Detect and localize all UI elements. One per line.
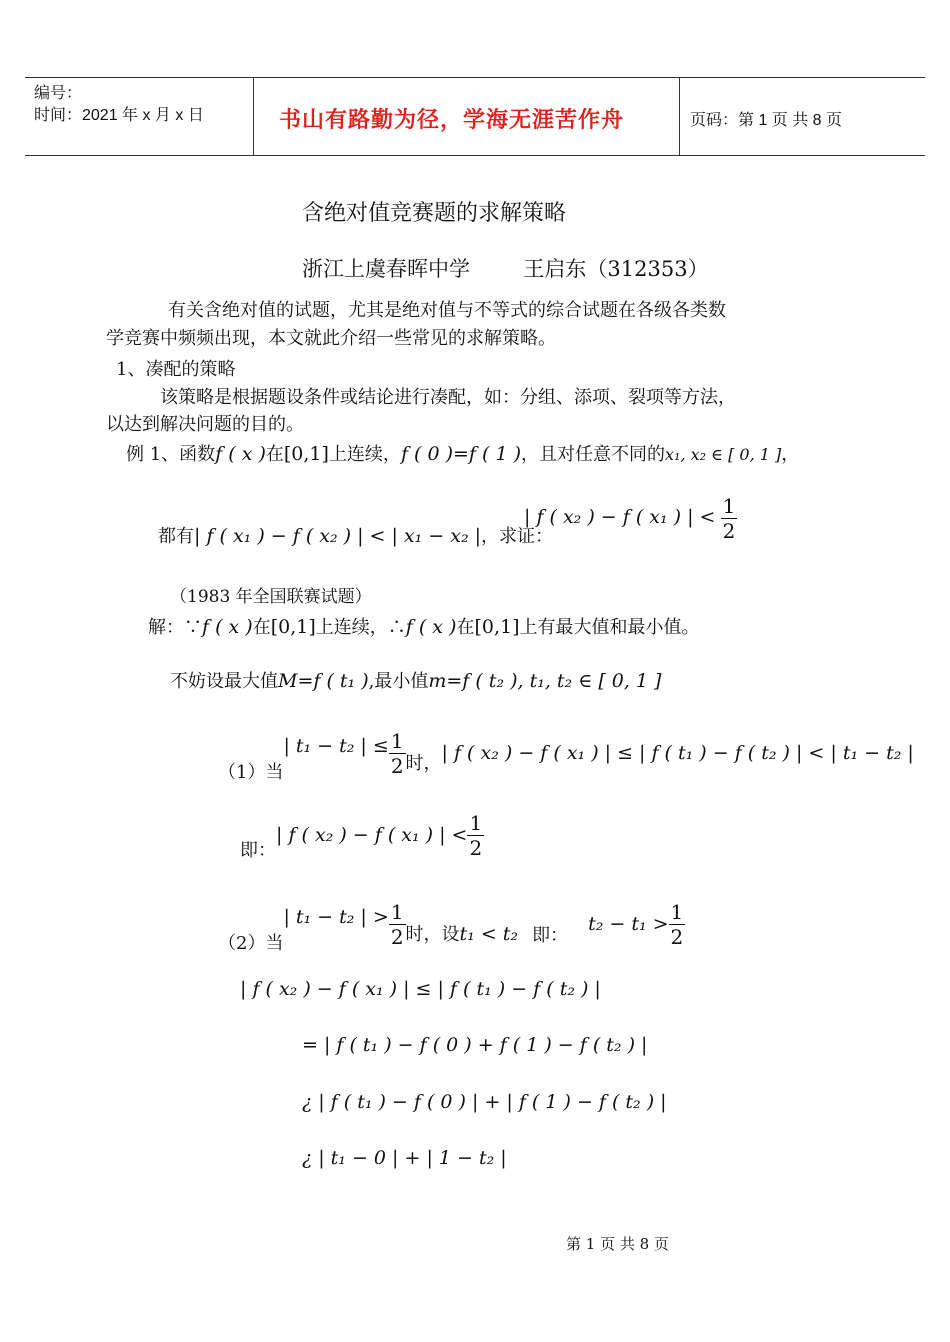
case2-half-den: 2 (390, 924, 404, 949)
example-line (126, 440, 799, 466)
case1-line (218, 722, 914, 784)
half-num: 1 (722, 494, 736, 518)
section-heading: 1、凑配的策略 (116, 359, 236, 380)
case1-half (389, 728, 406, 778)
page-footer: 第 1 页 共 8 页 (566, 1235, 669, 1253)
half-den: 2 (722, 519, 736, 543)
case2-half (389, 899, 406, 949)
intro-line-1: 有关含绝对值的试题，尤其是绝对值与不等式的综合试题在各级各类数 (168, 300, 726, 321)
condition-line (158, 522, 553, 548)
solution-line (148, 613, 700, 639)
case1-result-line (240, 808, 484, 862)
motto: 书山有路勤为径，学海无涯苦作舟 (279, 107, 625, 133)
because-symbol: ∵ (184, 617, 202, 638)
case2-condition: | t₁ − t₂ | > (283, 906, 389, 928)
half-fraction (721, 496, 738, 541)
serial-label: 编号： (34, 85, 83, 102)
case2-line-3: ¿ | f ( t₁ ) − f ( 0 ) | + | f ( 1 ) − f ( t₂ ) | (302, 1091, 667, 1113)
text-prove: ，求证： (481, 526, 554, 547)
interval-expr: [0,1] (283, 443, 329, 465)
case2-half-num: 1 (390, 899, 404, 924)
case1-half-den: 2 (390, 753, 404, 778)
text-namely: 即： (240, 840, 276, 861)
case2-line-1: | f ( x₂ ) − f ( x₁ ) | ≤ | f ( t₁ ) − f ( t₂ ) | (240, 978, 601, 1000)
case2-line-4: ¿ | t₁ − 0 | + | 1 − t₂ | (302, 1147, 507, 1169)
case2-ineq-half-den: 2 (670, 924, 684, 949)
case2-ineq-half-num: 1 (670, 899, 684, 924)
text-zai-2: 在 (252, 617, 271, 638)
x1x2-expr: x₁, x₂ ∈ [ 0, 1 ] (665, 445, 782, 464)
section-desc-2: 以达到解决问题的目的。 (106, 414, 304, 435)
fx-expr: f ( x ) (215, 443, 266, 465)
case2-ineq: t₂ − t₁ > (588, 913, 669, 935)
source-note: （1983 年全国联赛试题） (170, 587, 372, 607)
text-namely-2: 即： (532, 925, 569, 946)
case1-condition: | t₁ − t₂ | ≤ (283, 735, 389, 757)
text-assume-max: 不妨设最大值 (170, 671, 278, 692)
header-top-border (25, 77, 925, 78)
text-zai: 在 (265, 444, 284, 465)
example-label: 例 1、函数 (126, 444, 216, 465)
fx-expr-2: f ( x ) (202, 616, 253, 638)
case2-label: （2）当 (218, 933, 284, 954)
max-expr: M=f ( t₁ ) (278, 670, 369, 692)
time-label: 时间：2021 年 x 月 x 日 (34, 107, 204, 124)
assume-line (170, 667, 661, 693)
case1-result-half-den: 2 (469, 835, 483, 860)
case1-label: （1）当 (218, 762, 284, 783)
case2-lt: t₁ < t₂ (459, 923, 519, 945)
case2-ineq-half (669, 899, 686, 949)
text-continuous: 上连续， (328, 444, 401, 465)
text-solution: 解： (148, 617, 184, 638)
case2-line (218, 893, 685, 955)
text-any-different: ，且对任意不同的 (521, 444, 665, 465)
page-label: 页码：第 1 页 共 8 页 (690, 112, 843, 129)
case1-expr: | f ( x₂ ) − f ( x₁ ) | ≤ | f ( t₁ ) − f ( t₂ ) | < | t₁ − t₂ | (441, 742, 914, 764)
case2-line-2: = | f ( t₁ ) − f ( 0 ) + f ( 1 ) − f ( t₂ ) | (302, 1034, 648, 1056)
case1-result: | f ( x₂ ) − f ( x₁ ) | < (276, 824, 468, 846)
text-min-label: ,最小值 (368, 671, 429, 692)
interval-expr-2: [0,1] (270, 616, 316, 638)
goal-expr: | f ( x₂ ) − f ( x₁ ) | < (524, 506, 716, 528)
author-line: 浙江上虞春晖中学 王启东（312353） (302, 257, 709, 281)
f0f1-expr: f ( 0 )=f ( 1 ) (400, 443, 521, 465)
section-desc-1: 该策略是根据题设条件或结论进行凑配，如：分组、添项、裂项等方法， (160, 387, 736, 408)
fx-expr-3: f ( x ) (405, 616, 457, 638)
text-has-max-min: 上有最大值和最小值。 (519, 617, 700, 638)
text-comma: ， (781, 444, 800, 465)
text-zai-3: 在 (456, 617, 475, 638)
header-divider-left (253, 77, 254, 155)
intro-line-2: 学竞赛中频频出现，本文就此介绍一些常见的求解策略。 (106, 328, 556, 349)
case1-result-half-num: 1 (469, 810, 483, 835)
therefore-symbol: ∴ (387, 617, 406, 638)
min-expr: m=f ( t₂ ), t₁, t₂ ∈ [ 0, 1 ] (428, 670, 662, 692)
case1-result-half (467, 810, 484, 860)
text-all-have: 都有 (158, 526, 194, 547)
interval-expr-3: [0,1] (474, 616, 520, 638)
text-when-set: 时，设 (405, 924, 460, 945)
header-bottom-border (25, 155, 925, 156)
goal-line (524, 496, 737, 541)
case1-half-num: 1 (390, 728, 404, 753)
text-when: 时， (405, 753, 442, 774)
page-title: 含绝对值竞赛题的求解策略 (302, 201, 567, 226)
condition-expr: | f ( x₁ ) − f ( x₂ ) | < | x₁ − x₂ | (194, 525, 482, 547)
text-continuous-2: 上连续， (315, 617, 388, 638)
header-divider-right (679, 77, 680, 155)
